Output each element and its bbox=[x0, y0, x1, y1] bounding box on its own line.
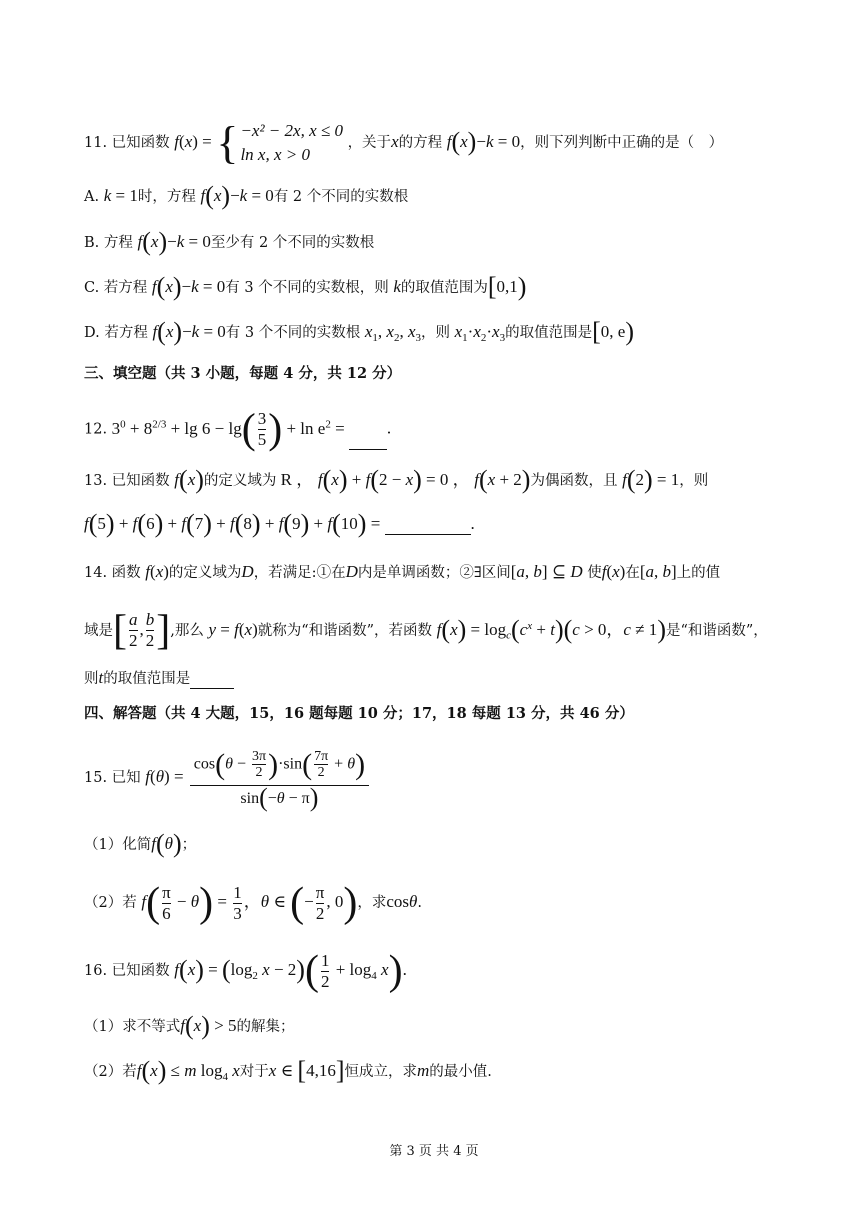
q15-part2: （2）若 f( $\frac{\pi}{6}$ − θ) = $\frac{1}{3}$ ，θ ∈ (− $\frac{\pi}{2}$ , 0)，求cosθ. bbox=[84, 880, 422, 926]
q16-part1: （1）求不等式f(x) > 5的解集； bbox=[84, 1011, 295, 1040]
q12: 12. $3^0 + 8^{2/3} + \lg 6 - \lg$( $\frac{3}{5}$ ) + $\ln e^2$ = . bbox=[84, 406, 392, 453]
q11-option-a: A. k = 1时，方程 f(x)−k = 0有 2 个不同的实数根 bbox=[84, 181, 409, 210]
section4-heading: 四、解答题（共 4 大题，15，16 题每题 10 分；17，18 每题 13 分，共 46 分） bbox=[84, 705, 634, 722]
q14-line2: 域是[ $\frac{a}{2}$ , $\frac{b}{2}$ ],那么 y = f(x)就称为“和谐函数”，若函数 $f(x) = \log_c(c^x + t)(c > 0$，c ≠ 1)是“和谐函数”， bbox=[84, 607, 768, 654]
page-footer: 第 3 页 共 4 页 bbox=[389, 1144, 479, 1159]
q14-line3: 则t的取值范围是 bbox=[84, 668, 234, 689]
q11-option-c: C. 若方程 f(x)−k = 0有 3 个不同的实数根，则 k的取值范围为[0,1) bbox=[84, 272, 527, 301]
q13-line2: f(5) + f(6) + f(7) + f(8) + f(9) + f(10) = . bbox=[84, 509, 475, 538]
q11-option-b: B. 方程 f(x)−k = 0至少有 2 个不同的实数根 bbox=[84, 227, 375, 256]
q16-part2: （2）若f(x) ≤ m $\log_4 x$对于x ∈ [4,16]恒成立，求m的最小值. bbox=[84, 1056, 492, 1085]
q11-case1: −x² − 2x, x ≤ 0 bbox=[240, 121, 343, 140]
q15-part1: （1）化简f(θ)； bbox=[84, 829, 197, 858]
q14-line1: 14. 函数 f(x)的定义域为D，若满足:①在D内是单调函数；②∃区间[a, b] ⊆ D 使f(x)在[a, b]上的值 bbox=[84, 562, 721, 581]
q16-definition: 16. 已知函数 $f(x) = (\log_2$ x − 2)( $\frac{1}{2}$ + $\log_4 x$). bbox=[84, 948, 407, 994]
section3-heading: 三、填空题（共 3 小题，每题 4 分，共 12 分） bbox=[84, 365, 402, 382]
q15-definition: 15. 已知 f(θ) = cos(θ − $\frac{3\pi}{2}$ )·sin( $\frac{7\pi}{2}$ + θ) sin(−θ − π) bbox=[84, 742, 371, 812]
q11-option-d: D. 若方程 f(x)−k = 0有 3 个不同的实数根 $x_1$, $x_2$, $x_3$，则 $x_1\cdot x_2\cdot x_3$的取值范围是[0, e) bbox=[84, 317, 634, 346]
q11-stem: 11. 已知函数 f(x) = { −x² − 2x, x ≤ 0 ln x, x > 0 ，关于x的方程 f(x)−k = 0，则下列判断中正确的是（ ） bbox=[84, 117, 724, 168]
q13-line1: 13. 已知函数 f(x)的定义域为 R ， f(x) + f(2 − x) = 0 ， f(x + 2)为偶函数，且 f(2) = 1，则 bbox=[84, 465, 709, 494]
q11-case2: ln x, x > 0 bbox=[240, 145, 310, 164]
